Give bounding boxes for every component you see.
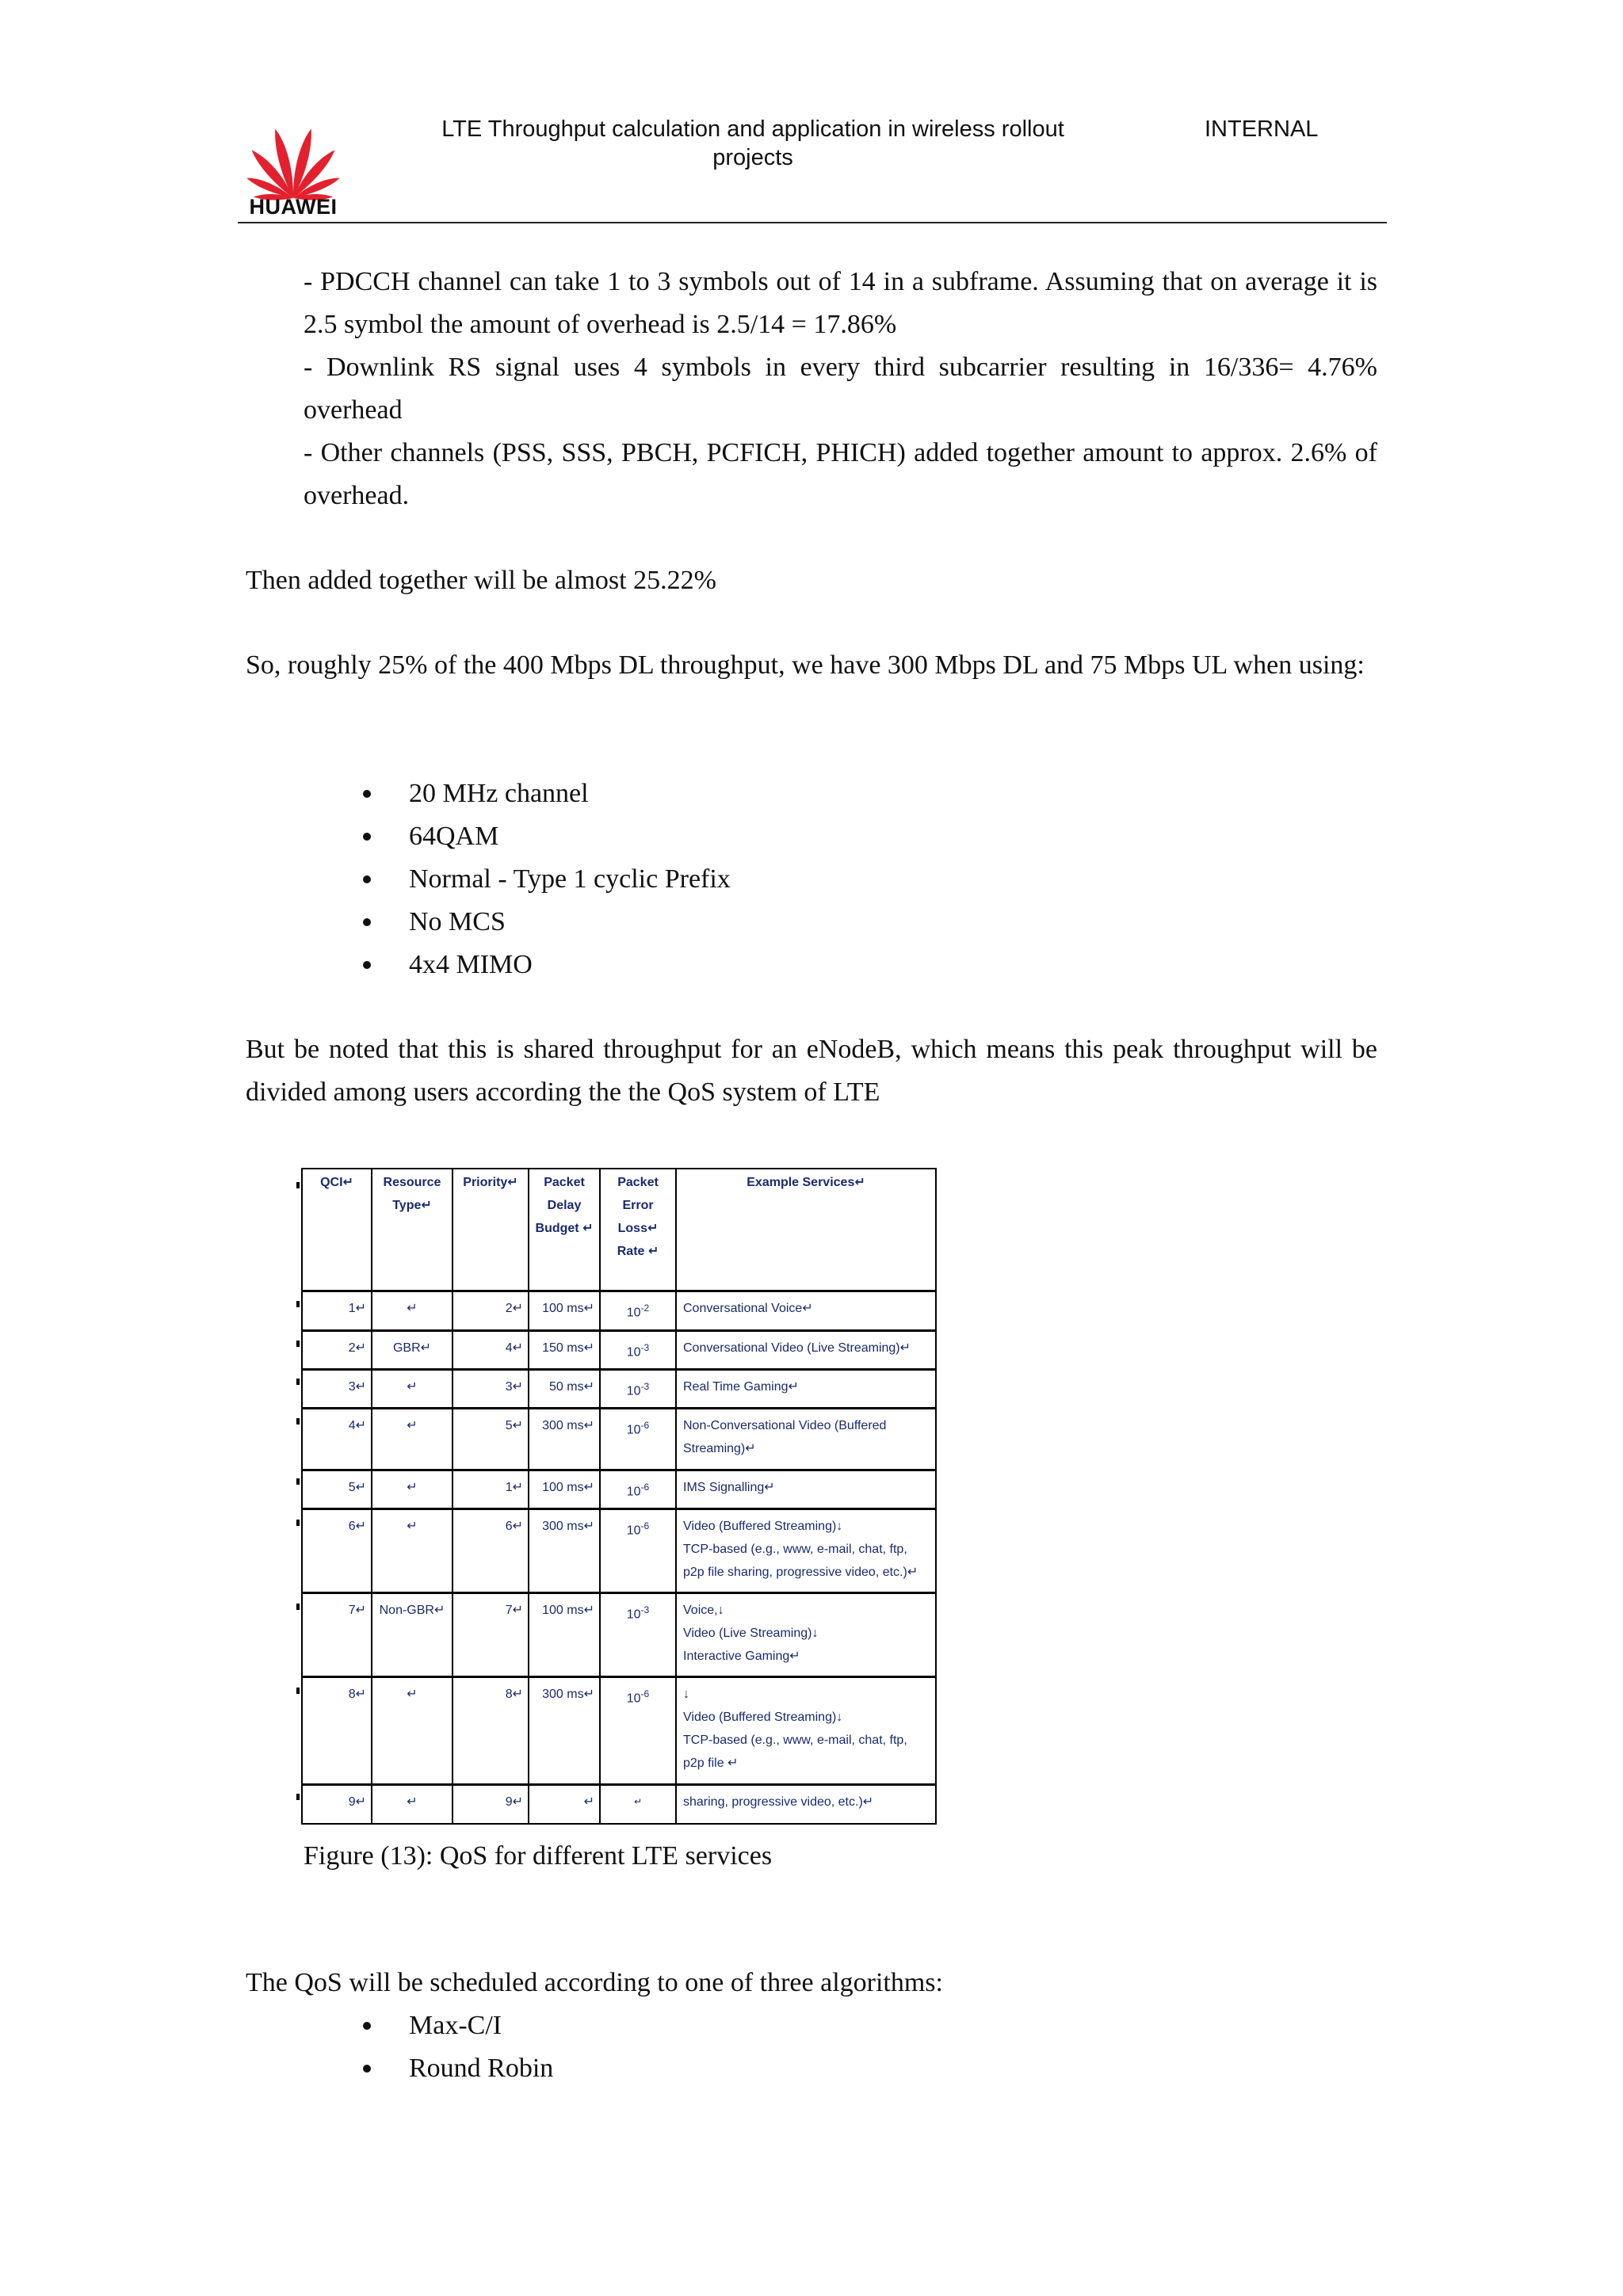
overhead-item-other: - Other channels (PSS, SSS, PBCH, PCFICH, PHICH) added together amount to approx. 2.6% of overhead. [304, 438, 1377, 510]
priority-cell: 1↵ [453, 1470, 529, 1509]
header-loss-rate: Packet Error Loss↵ Rate ↵ [600, 1169, 676, 1291]
qci-cell: 1↵ [302, 1291, 372, 1330]
qci-cell: 5↵ [302, 1470, 372, 1509]
conditions-list [409, 772, 731, 986]
qci-cell: 6↵ [302, 1509, 372, 1593]
delay-cell: 300 ms↵ [529, 1409, 600, 1470]
figure-caption: Figure (13): QoS for different LTE services [304, 1841, 773, 1871]
overhead-item-rs: - Downlink RS signal uses 4 symbols in every third subcarrier resulting in 16/336= 4.76% overhead [304, 353, 1377, 425]
loss-exponent: -6 [640, 1520, 650, 1532]
qos-table [301, 1168, 937, 1825]
priority-cell: 2↵ [453, 1291, 529, 1330]
logo-wordmark: HUAWEI [249, 195, 338, 219]
service-line: Conversational Video (Live Streaming)↵ [683, 1341, 911, 1355]
header-classification: INTERNAL [1205, 116, 1319, 142]
service-line: Video (Buffered Streaming)↓ [683, 1711, 843, 1725]
service-line: Streaming)↵ [683, 1442, 756, 1456]
table-row [302, 1330, 936, 1369]
delay-cell: 300 ms↵ [529, 1677, 600, 1785]
overhead-item-pdcch: - PDCCH channel can take 1 to 3 symbols out of 14 in a subframe. Assuming that on average it is 2.5 symbol the amount of overhead is 2.5/14 = 17.86% [304, 267, 1377, 339]
priority-cell: 3↵ [453, 1369, 529, 1408]
priority-cell: 4↵ [453, 1330, 529, 1369]
service-line: ↓ [683, 1688, 689, 1702]
header-priority: Priority↵ [453, 1169, 529, 1291]
resource-type-cell: ↵ [372, 1409, 453, 1470]
list-item: 20 MHz channel [409, 772, 731, 815]
table-row [302, 1677, 936, 1785]
list-item: Round Robin [409, 2047, 553, 2090]
loss-exponent: -3 [640, 1380, 650, 1392]
qos-table-body [302, 1291, 936, 1824]
header-title: LTE Throughput calculation and application in wireless rollout projects [441, 116, 1064, 170]
priority-cell: 5↵ [453, 1409, 529, 1470]
loss-exponent: -3 [640, 1341, 650, 1353]
services-cell [676, 1509, 936, 1593]
priority-cell: 6↵ [453, 1509, 529, 1593]
service-line: p2p file ↵ [683, 1756, 739, 1771]
resource-type-cell: Non-GBR↵ [372, 1593, 453, 1677]
loss-base: 10 [626, 1344, 641, 1359]
qci-cell: 7↵ [302, 1593, 372, 1677]
loss-rate-cell [600, 1330, 676, 1369]
service-line: TCP-based (e.g., www, e-mail, chat, ftp, [683, 1543, 907, 1557]
loss-base: 10 [626, 1423, 641, 1437]
loss-rate-cell [600, 1785, 676, 1824]
loss-base: 10 [626, 1691, 641, 1706]
services-cell [676, 1291, 936, 1330]
list-item: Normal - Type 1 cyclic Prefix [409, 858, 731, 901]
qos-table-figure [301, 1168, 935, 1821]
loss-rate-cell [600, 1470, 676, 1509]
list-item: 64QAM [409, 815, 731, 858]
priority-cell: 7↵ [453, 1593, 529, 1677]
resource-type-cell: ↵ [372, 1470, 453, 1509]
loss-base: 10 [626, 1608, 641, 1622]
header-qci: QCI↵ [302, 1169, 372, 1291]
table-row [302, 1593, 936, 1677]
loss-rate-cell [600, 1509, 676, 1593]
table-row [302, 1291, 936, 1330]
resource-type-cell: ↵ [372, 1509, 453, 1593]
services-cell [676, 1785, 936, 1824]
service-line: Conversational Voice↵ [683, 1301, 813, 1315]
resource-type-cell: ↵ [372, 1785, 453, 1824]
service-line: Non-Conversational Video (Buffered [683, 1419, 887, 1433]
delay-cell: 100 ms↵ [529, 1291, 600, 1330]
list-item: 4x4 MIMO [409, 944, 731, 986]
table-row [302, 1409, 936, 1470]
header-rule [238, 222, 1387, 223]
services-cell [676, 1593, 936, 1677]
loss-rate-cell [600, 1291, 676, 1330]
service-line: Interactive Gaming↵ [683, 1650, 800, 1664]
delay-cell: 50 ms↵ [529, 1369, 600, 1408]
service-line: sharing, progressive video, etc.)↵ [683, 1795, 874, 1810]
loss-base: 10 [626, 1305, 641, 1319]
scheduling-sentence: The QoS will be scheduled according to one of three algorithms: [246, 1968, 943, 1997]
priority-cell: 9↵ [453, 1785, 529, 1824]
services-cell [676, 1369, 936, 1408]
service-line: Voice,↓ [683, 1604, 724, 1618]
delay-cell: ↵ [529, 1785, 600, 1824]
loss-exponent: -6 [640, 1482, 650, 1493]
loss-base: 10 [626, 1524, 641, 1538]
loss-rate-cell [600, 1409, 676, 1470]
loss-exponent: -2 [640, 1302, 650, 1314]
loss-exponent: ↵ [633, 1796, 643, 1808]
table-row [302, 1369, 936, 1408]
service-line: TCP-based (e.g., www, e-mail, chat, ftp, [683, 1733, 907, 1748]
qci-cell: 3↵ [302, 1369, 372, 1408]
loss-base: 10 [626, 1485, 641, 1499]
qci-cell: 8↵ [302, 1677, 372, 1785]
loss-exponent: -3 [640, 1604, 650, 1616]
delay-cell: 150 ms↵ [529, 1330, 600, 1369]
list-item: No MCS [409, 901, 731, 944]
header-delay-budget: Packet Delay Budget ↵ [529, 1169, 600, 1291]
loss-rate-cell [600, 1677, 676, 1785]
shared-throughput-sentence: But be noted that this is shared throughput for an eNodeB, which means this peak throughput will be divided among users according the the QoS system of LTE [246, 1035, 1377, 1107]
qci-cell: 9↵ [302, 1785, 372, 1824]
service-line: Real Time Gaming↵ [683, 1379, 799, 1394]
header-resource-type: Resource Type↵ [372, 1169, 453, 1291]
service-line: IMS Signalling↵ [683, 1481, 775, 1495]
delay-cell: 100 ms↵ [529, 1470, 600, 1509]
services-cell [676, 1409, 936, 1470]
service-line: p2p file sharing, progressive video, etc.)↵ [683, 1566, 918, 1580]
service-line: Video (Live Streaming)↓ [683, 1627, 819, 1641]
table-row [302, 1785, 936, 1824]
table-row [302, 1470, 936, 1509]
service-line: Video (Buffered Streaming)↓ [683, 1520, 843, 1534]
priority-cell: 8↵ [453, 1677, 529, 1785]
resource-type-cell: GBR↵ [372, 1330, 453, 1369]
loss-exponent: -6 [640, 1688, 650, 1700]
list-item: Max-C/I [409, 2004, 553, 2047]
qci-cell: 2↵ [302, 1330, 372, 1369]
loss-rate-cell [600, 1369, 676, 1408]
total-overhead-sentence: Then added together will be almost 25.22% [246, 566, 716, 595]
table-row [302, 1509, 936, 1593]
algorithms-list [409, 2004, 553, 2090]
resource-type-cell: ↵ [372, 1369, 453, 1408]
loss-rate-cell [600, 1593, 676, 1677]
services-cell [676, 1330, 936, 1369]
delay-cell: 100 ms↵ [529, 1593, 600, 1677]
services-cell [676, 1677, 936, 1785]
header-example-services: Example Services↵ [676, 1169, 936, 1291]
loss-exponent: -6 [640, 1420, 650, 1432]
qci-cell: 4↵ [302, 1409, 372, 1470]
resource-type-cell: ↵ [372, 1291, 453, 1330]
throughput-sentence: So, roughly 25% of the 400 Mbps DL throughput, we have 300 Mbps DL and 75 Mbps UL when using: [246, 650, 1365, 680]
services-cell [676, 1470, 936, 1509]
resource-type-cell: ↵ [372, 1677, 453, 1785]
delay-cell: 300 ms↵ [529, 1509, 600, 1593]
loss-base: 10 [626, 1384, 641, 1398]
